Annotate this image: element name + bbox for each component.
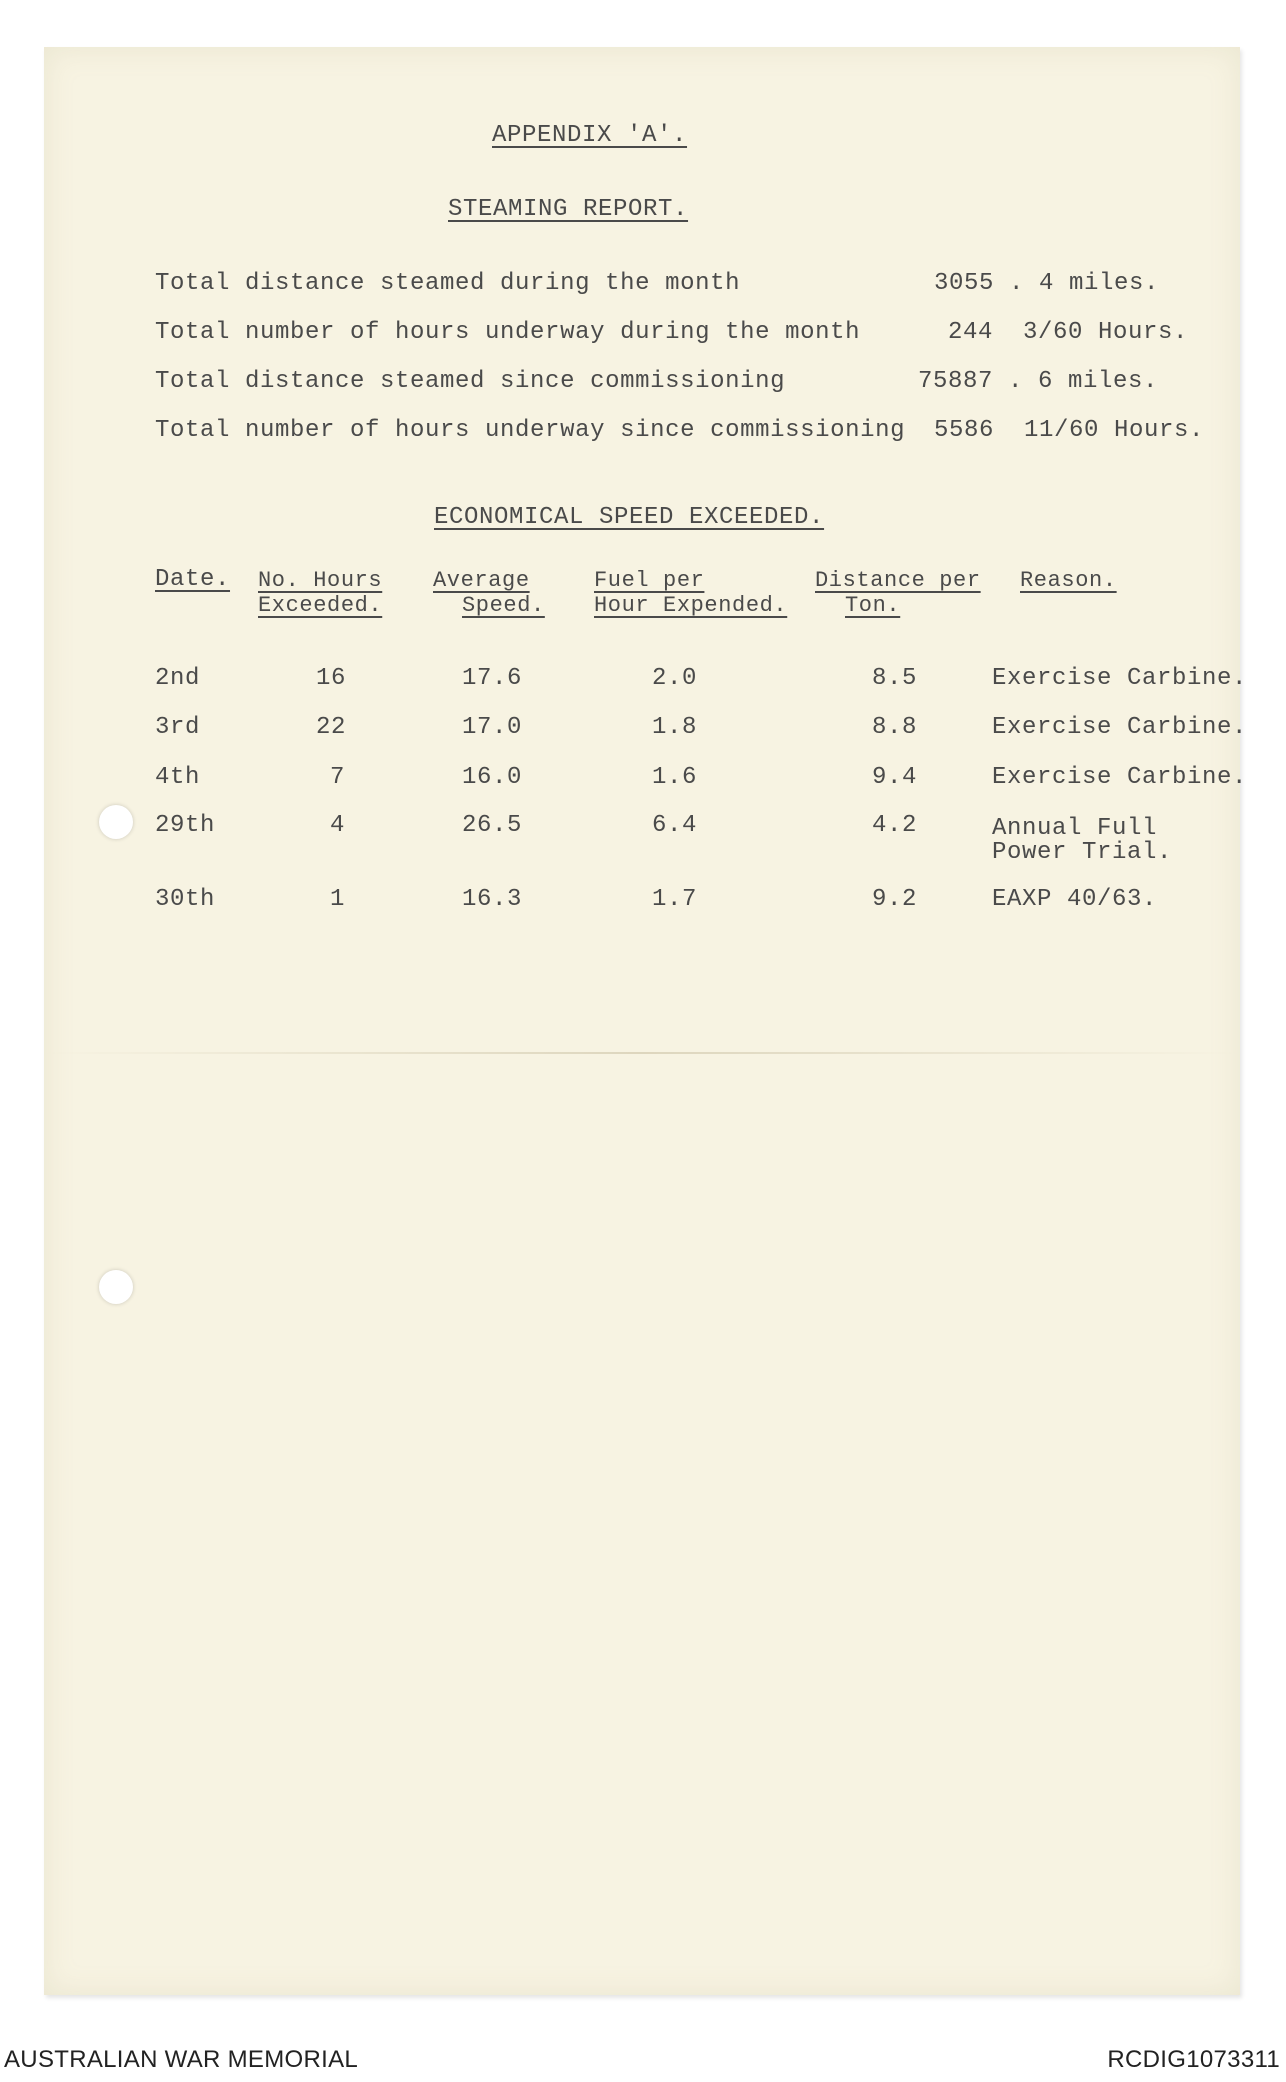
column-header-distance: Ton. xyxy=(845,593,901,618)
cell-fuel: 1.6 xyxy=(652,764,698,791)
summary-label: Total number of hours underway during the month xyxy=(155,319,861,346)
column-header-speed: Speed. xyxy=(462,593,545,618)
cell-reason: Exercise Carbine. xyxy=(992,764,1248,791)
cell-date: 2nd xyxy=(155,665,201,692)
footer-record-id: RCDIG1073311 xyxy=(1107,2046,1280,2073)
paper-fold-line xyxy=(44,1052,1240,1054)
cell-hours: 7 xyxy=(330,764,346,791)
cell-distance: 9.4 xyxy=(872,764,918,791)
cell-distance: 9.2 xyxy=(872,886,918,913)
column-header-hours: No. Hours xyxy=(258,568,383,593)
punch-hole xyxy=(99,1270,133,1304)
cell-speed: 26.5 xyxy=(462,812,523,839)
summary-label: Total distance steamed during the month xyxy=(155,270,741,297)
cell-reason: Power Trial. xyxy=(992,839,1173,866)
column-header-fuel: Hour Expended. xyxy=(594,593,788,618)
cell-reason: Exercise Carbine. xyxy=(992,665,1248,692)
appendix-title: APPENDIX 'A'. xyxy=(492,122,688,149)
cell-date: 29th xyxy=(155,812,216,839)
column-header-hours: Exceeded. xyxy=(258,593,383,618)
cell-hours: 22 xyxy=(316,714,347,741)
punch-hole xyxy=(99,805,133,839)
cell-speed: 17.6 xyxy=(462,665,523,692)
cell-reason: Exercise Carbine. xyxy=(992,714,1248,741)
cell-date: 30th xyxy=(155,886,216,913)
summary-label: Total number of hours underway since commissioning xyxy=(155,417,906,444)
summary-value: 244 3/60 Hours. xyxy=(948,319,1189,346)
cell-date: 4th xyxy=(155,764,201,791)
cell-reason: EAXP 40/63. xyxy=(992,886,1158,913)
cell-reason: Annual Full xyxy=(992,815,1158,842)
summary-label: Total distance steamed since commissioning xyxy=(155,368,786,395)
footer-archive-name: AUSTRALIAN WAR MEMORIAL xyxy=(4,2046,359,2073)
cell-hours: 1 xyxy=(330,886,346,913)
column-header-distance: Distance per xyxy=(815,568,981,593)
section-title: ECONOMICAL SPEED EXCEEDED. xyxy=(434,504,825,531)
cell-speed: 17.0 xyxy=(462,714,523,741)
cell-speed: 16.3 xyxy=(462,886,523,913)
summary-value: 3055 . 4 miles. xyxy=(934,270,1160,297)
cell-hours: 4 xyxy=(330,812,346,839)
summary-value: 75887 . 6 miles. xyxy=(918,368,1159,395)
summary-value: 5586 11/60 Hours. xyxy=(934,417,1205,444)
cell-fuel: 1.8 xyxy=(652,714,698,741)
cell-distance: 8.8 xyxy=(872,714,918,741)
cell-fuel: 2.0 xyxy=(652,665,698,692)
column-header-fuel: Fuel per xyxy=(594,568,705,593)
cell-distance: 4.2 xyxy=(872,812,918,839)
column-header-speed: Average xyxy=(433,568,530,593)
cell-fuel: 6.4 xyxy=(652,812,698,839)
cell-hours: 16 xyxy=(316,665,347,692)
cell-date: 3rd xyxy=(155,714,201,741)
report-title: STEAMING REPORT. xyxy=(448,196,689,223)
cell-fuel: 1.7 xyxy=(652,886,698,913)
cell-distance: 8.5 xyxy=(872,665,918,692)
column-header-date: Date. xyxy=(155,566,231,593)
cell-speed: 16.0 xyxy=(462,764,523,791)
column-header-reason: Reason. xyxy=(1020,568,1117,593)
